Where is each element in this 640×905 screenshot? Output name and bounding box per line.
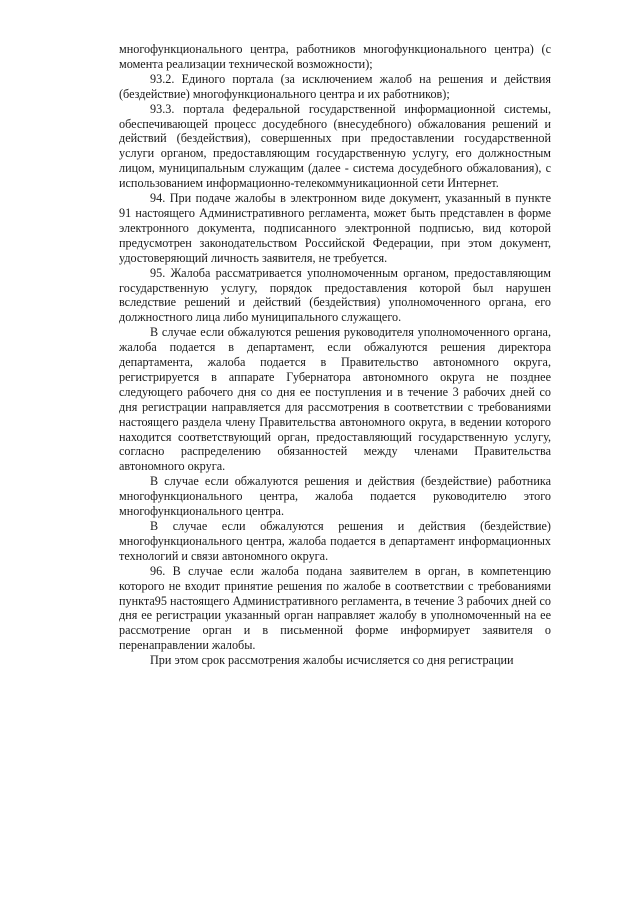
paragraph-continuation: многофункционального центра, работников многофункционального центра) (с момента реализации технической возможности); [119, 42, 551, 71]
paragraph-complaint-mfc: В случае если обжалуются решения и действия (бездействие) многофункционального центра, жалоба подается в департамент информационных технологий и связи автономного округа. [119, 519, 551, 563]
paragraph-93-3: 93.3. портала федеральной государственной информационной системы, обеспечивающей процесс досудебного (внесудебного) обжалования решений и действий (бездействия), совершенных при предоставлении государственной услуги органом, предоставляющим государственную услугу, его должностным лицом, муниципальным служащим (далее - система досудебного обжалования), с использованием информационно-телекоммуникационной сети Интернет. [119, 101, 551, 191]
paragraph-review-term: При этом срок рассмотрения жалобы исчисляется со дня регистрации [150, 653, 514, 668]
paragraph-93-2: 93.2. Единого портала (за исключением жалоб на решения и действия (бездействие) многофункционального центра и их работников); [119, 71, 551, 101]
paragraph-95: 95. Жалоба рассматривается уполномоченным органом, предоставляющим государственную услугу, порядок предоставления которой был нарушен вследствие решений и действий (бездействия) уполномоченного органа, его должностного лица либо муниципального служащего. [119, 265, 551, 325]
paragraph-94: 94. При подаче жалобы в электронном виде документ, указанный в пункте 91 настоящего Административного регламента, может быть представлен в форме электронного документа, подписанного электронной подписью, вид которой предусмотрен законодательством Российской Федерации, при этом документ, удостоверяющий личность заявителя, не требуется. [119, 191, 551, 265]
paragraph-96: 96. В случае если жалоба подана заявителем в орган, в компетенцию которого не входит принятие решения по жалобе в соответствии с требованиями пункта95 настоящего Административного регламента, в течение 3 рабочих дней со дня ее регистрации указанный орган направляет жалобу в уполномоченный на ее рассмотрение орган и в письменной форме информирует заявителя о перенаправлении жалобы. [119, 563, 551, 653]
paragraph-complaint-director: В случае если обжалуются решения руководителя уполномоченного органа, жалоба подается в департамент, если обжалуются решения директора департамента, жалоба подается в Правительство автономного округа, регистрируется в аппарате Губернатора автономного округа не позднее следующего рабочего дня со дня ее поступления и в течение 3 рабочих дней со дня регистрации направляется для рассмотрения в соответствии с требованиями настоящего раздела члену Правительства автономного округа, в ведении которого находится соответствующий орган, предоставляющий государственную услугу, согласно распределению обязанностей между членами Правительства автономного округа. [119, 325, 551, 474]
paragraph-complaint-mfc-worker: В случае если обжалуются решения и действия (бездействие) работника многофункционального центра, жалоба подается руководителю этого многофункционального центра. [119, 474, 551, 519]
document-body [119, 42, 551, 668]
